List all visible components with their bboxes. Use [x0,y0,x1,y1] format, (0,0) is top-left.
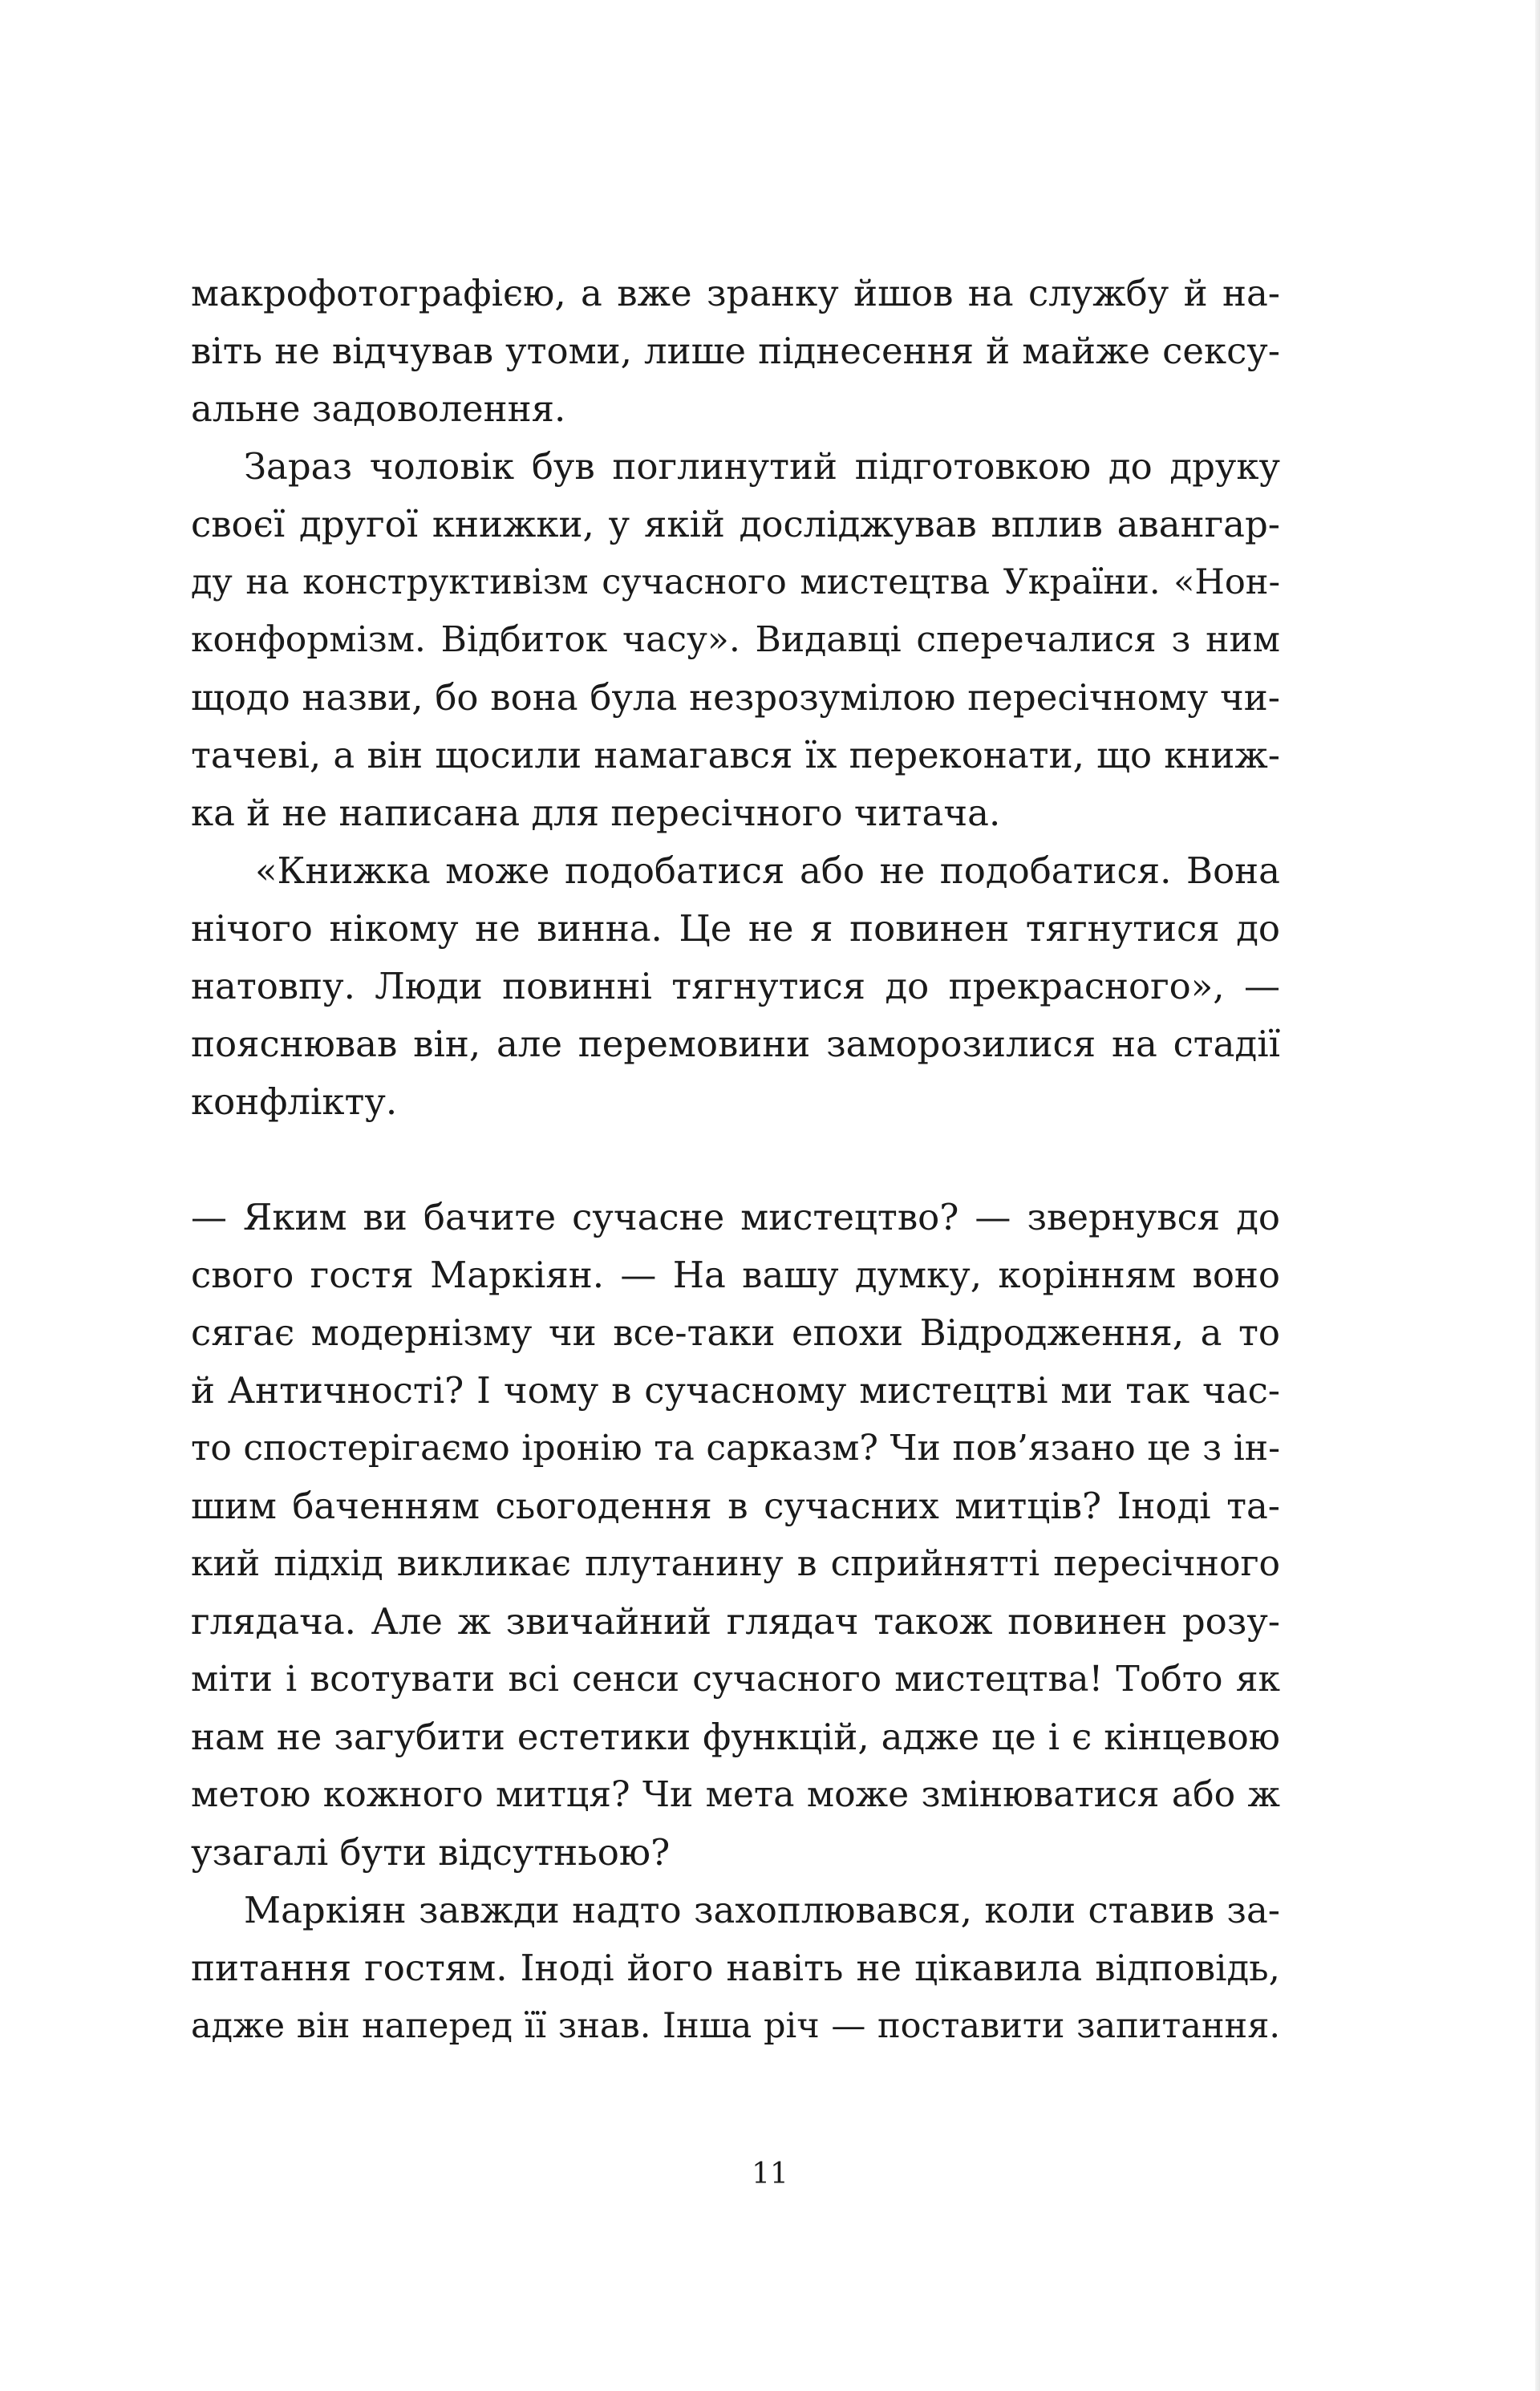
text-line: конфлікту. [191,1080,398,1123]
text-line: нічого нікому не винна. Це не я повинен тягнутися до [191,907,1280,950]
text-line: нам не загубити естетики функцій, адже це і є кінцевою [191,1716,1280,1758]
paragraph-1 [191,265,1280,438]
page-edge-shadow [1535,0,1540,2391]
text-line: своєї другої книжки, у якій досліджував вплив авангар- [191,503,1280,545]
paragraph-2 [191,438,1280,842]
text-line: макрофотографією, а вже зранку йшов на службу й на- [191,272,1280,314]
text-line: ду на конструктивізм сучасного мистецтва України. «Нон- [191,562,1280,602]
text-line: ка й не написана для пересічного читача. [191,792,1001,834]
paragraph-5 [191,1882,1280,2055]
text-line: натовпу. Люди повинні тягнутися до прекрасного», — [191,965,1280,1007]
paragraph-3 [191,842,1280,1131]
text-line: свого гостя Маркіян. — На вашу думку, корінням воно [191,1254,1280,1296]
text-line: Маркіян завжди надто захоплювався, коли ставив за- [244,1889,1280,1931]
text-line: міти і всотувати всі сенси сучасного мистецтва! Тобто як [191,1659,1280,1700]
text-line: метою кожного митця? Чи мета може змінюватися або ж [191,1774,1280,1815]
page-number: 11 [752,2158,788,2190]
paragraph-4 [191,1189,1280,1882]
text-line: питання гостям. Іноді його навіть не цікавила відповідь, [191,1947,1280,1989]
text-line: й Античності? І чому в сучасному мистецтві ми так час- [191,1369,1280,1412]
text-line: конформізм. Відбиток часу». Видавці сперечалися з ним [191,619,1280,660]
text-line: віть не відчував утоми, лише піднесення й майже сексу- [191,330,1280,372]
text-line: Зараз чоловік був поглинутий підготовкою до друку [244,445,1280,488]
text-line: шим баченням сьогодення в сучасних митців? Іноді та- [191,1485,1280,1527]
text-line: узагалі бути відсутньою? [191,1831,671,1874]
text-line: «Книжка може подобатися або не подобатися. Вона [255,849,1280,892]
text-line: — Яким ви бачите сучасне мистецтво? — звернувся до [191,1196,1280,1238]
text-line: альне задоволення. [191,387,566,430]
section-break [191,1131,1280,1189]
text-line: щодо назви, бо вона була незрозумілою пересічному чи- [191,676,1280,719]
text-line: сягає модернізму чи все-таки епохи Відродження, а то [191,1311,1280,1354]
text-line: тачеві, а він щосили намагався їх переконати, що книж- [191,734,1280,776]
text-line: то спостерігаємо іронію та сарказм? Чи пов’язано це з ін- [191,1428,1280,1469]
text-line: кий підхід викликає плутанину в сприйнятті пересічного [191,1543,1280,1584]
text-line: адже він наперед її знав. Інша річ — поставити запитання. [191,2006,1280,2046]
text-line: пояснював він, але перемовини заморозилися на стадії [191,1023,1280,1065]
text-line: глядача. Але ж звичайний глядач також повинен розу- [191,1600,1280,1643]
body-text [191,265,1280,2055]
